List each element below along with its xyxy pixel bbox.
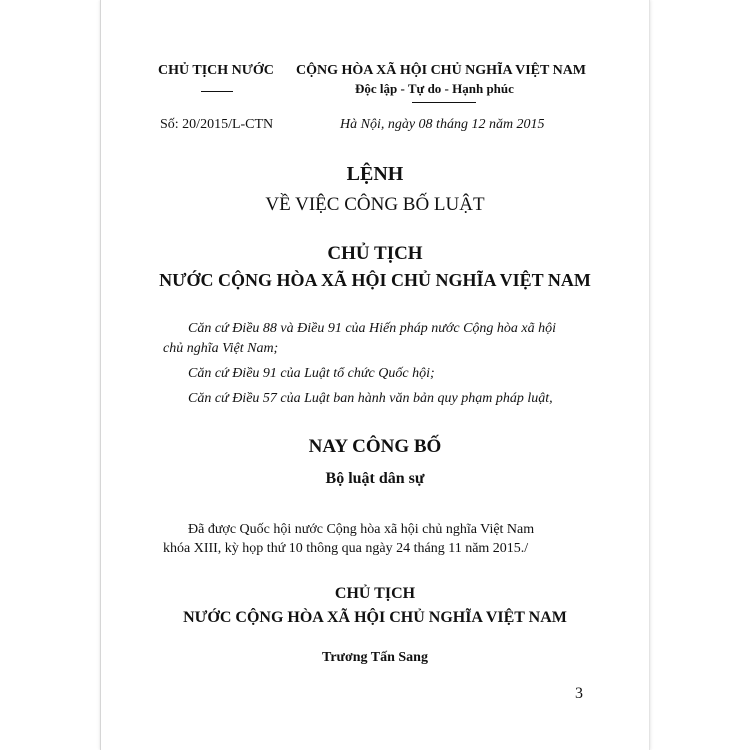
legal-basis-3: Căn cứ Điều 57 của Luật ban hành văn bản quy phạm pháp luật, <box>188 391 553 406</box>
issuer-title-line1: CHỦ TỊCH <box>327 243 423 264</box>
national-motto: Độc lập - Tự do - Hạnh phúc <box>355 81 514 96</box>
signature-title-line2: NƯỚC CỘNG HÒA XÃ HỘI CHỦ NGHĨA VIỆT NAM <box>183 609 567 626</box>
legal-basis-1-continued: chủ nghĩa Việt Nam; <box>163 341 279 356</box>
page-number: 3 <box>575 685 583 702</box>
legal-basis-2: Căn cứ Điều 91 của Luật tổ chức Quốc hội; <box>188 366 435 381</box>
promulgation-heading: NAY CÔNG BỐ <box>308 436 442 457</box>
signature-title-line1: CHỦ TỊCH <box>334 585 416 602</box>
issuer-underline <box>201 91 233 92</box>
document-type-title: LỆNH <box>346 163 404 185</box>
state-heading: CỘNG HÒA XÃ HỘI CHỦ NGHĨA VIỆT NAM <box>296 63 587 78</box>
signer-name: Trương Tấn Sang <box>322 650 428 665</box>
issuer-heading: CHỦ TỊCH NƯỚC <box>158 63 274 78</box>
body-text-line1: Đã được Quốc hội nước Cộng hòa xã hội chủ nghĩa Việt Nam <box>188 522 535 537</box>
legal-basis-1: Căn cứ Điều 88 và Điều 91 của Hiến pháp nước Cộng hòa xã hội <box>188 321 557 336</box>
issuer-title-line2: NƯỚC CỘNG HÒA XÃ HỘI CHỦ NGHĨA VIỆT NAM <box>159 270 591 290</box>
body-text-line2: khóa XIII, kỳ họp thứ 10 thông qua ngày 24 tháng 11 năm 2015./ <box>163 541 529 556</box>
document-subject: VỀ VIỆC CÔNG BỐ LUẬT <box>265 194 485 215</box>
document-number: Số: 20/2015/L-CTN <box>160 117 274 132</box>
law-name: Bộ luật dân sự <box>325 470 425 487</box>
place-and-date: Hà Nội, ngày 08 tháng 12 năm 2015 <box>340 117 545 132</box>
motto-underline <box>412 102 476 103</box>
